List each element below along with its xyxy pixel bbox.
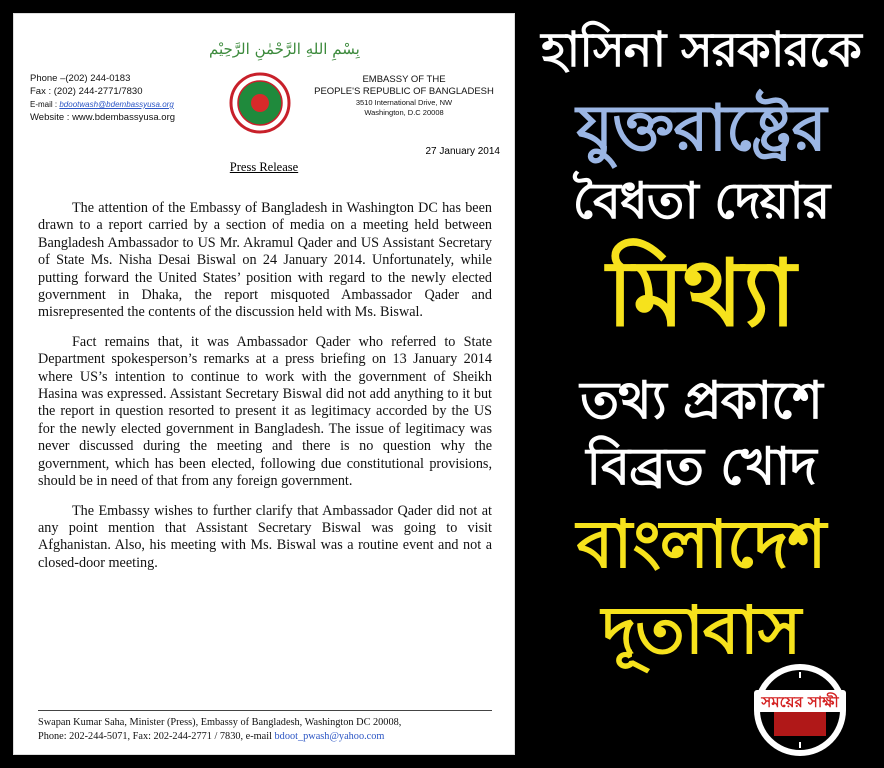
embassy-address — [314, 74, 494, 118]
paragraph-2: Fact remains that, it was Ambassador Qader who referred to State Department spokesperson’s remarks at a press briefing on 13 January 2014 where US’s intention to continue to work with the government of Sheikh Hasina was expressed. Assistant Secretary Biswal did not add anything to it but the report in question resorted to present it as legitimacy accorded by the US for the newly elected government in Bangladesh. The issue of legitimacy was never discussed during the meeting and there is no question why the government, which has been elected, following due constitutional provisions, should be in need of that from any foreign government. — [38, 333, 492, 490]
headline-line-2: যুক্তরাষ্ট্রের — [576, 92, 826, 166]
website-line: Website : www.bdembassyusa.org — [30, 112, 176, 123]
address-line1: 3510 International Drive, NW — [355, 98, 453, 107]
paragraph-3: The Embassy wishes to further clarify that Ambassador Qader did not at any point mention that Assistant Secretary Biswal was going to visit Afghanistan. Also, his meeting with Ms. Biswal was a routine event and not a closed-door meeting. — [38, 502, 492, 571]
logo-text: সময়ের সাক্ষী — [761, 693, 839, 711]
release-date: 27 January 2014 — [425, 146, 500, 157]
contact-info — [30, 72, 175, 124]
footer-contact-name: Swapan Kumar Saha, Minister (Press), Embassy of Bangladesh, Washington DC 20008, — [38, 717, 402, 728]
headline-line-7: বাংলাদেশ — [576, 506, 826, 583]
headline-line-5: তথ্য প্রকাশে — [580, 371, 822, 431]
embassy-line1: EMBASSY OF THE — [362, 74, 446, 85]
somoyer-sakkhi-logo — [750, 650, 850, 760]
email-link[interactable]: bdootwash@bdembassyusa.org — [59, 100, 174, 109]
footer-contact-line — [38, 730, 498, 744]
footer-phone-fax: Phone: 202-244-5071, Fax: 202-244-2771 / 7830, e-mail — [38, 731, 275, 742]
address-line2: Washington, D.C 20008 — [364, 108, 444, 117]
headline-line-6: বিব্রত খোদ — [586, 437, 816, 497]
email-line — [30, 98, 175, 111]
bismillah-calligraphy: بِسْمِ اللهِ الرَّحْمٰنِ الرَّحِيْم — [209, 40, 360, 58]
document-footer — [38, 716, 498, 744]
embassy-line2: PEOPLE'S REPUBLIC OF BANGLADESH — [314, 86, 494, 97]
document-body — [38, 200, 492, 584]
document-title: Press Release — [229, 160, 299, 174]
headline-line-4: মিথ্যা — [606, 240, 796, 347]
headline-line-1: হাসিনা সরকারকে — [541, 22, 861, 78]
footer-divider — [38, 710, 492, 711]
press-release-document — [14, 14, 514, 754]
footer-email-link[interactable]: bdoot_pwash@yahoo.com — [274, 731, 385, 742]
embassy-seal-icon — [229, 72, 291, 134]
headline-line-8: দূতাবাস — [601, 592, 801, 669]
email-label: E-mail : — [30, 100, 58, 109]
phone-line: Phone –(202) 244-0183 — [30, 73, 131, 84]
fax-line: Fax : (202) 244-2771/7830 — [30, 86, 143, 97]
headline-line-3: বৈধতা দেয়ার — [572, 172, 830, 230]
paragraph-1: The attention of the Embassy of Bangladesh in Washington DC has been drawn to a report carried by a section of media on a meeting held between Bangladesh Ambassador to US Mr. Akramul Qader and US Assistant Secretary of State Ms. Nisha Desai Biswal on 24 January 2014. Unfortunately, while putting forward the United States’ position with regard to the newly elected government in Dhaka, the report misquoted Ambassador Qader and misrepresented the contents of the discussion held with Ms. Biswal. — [38, 200, 492, 321]
